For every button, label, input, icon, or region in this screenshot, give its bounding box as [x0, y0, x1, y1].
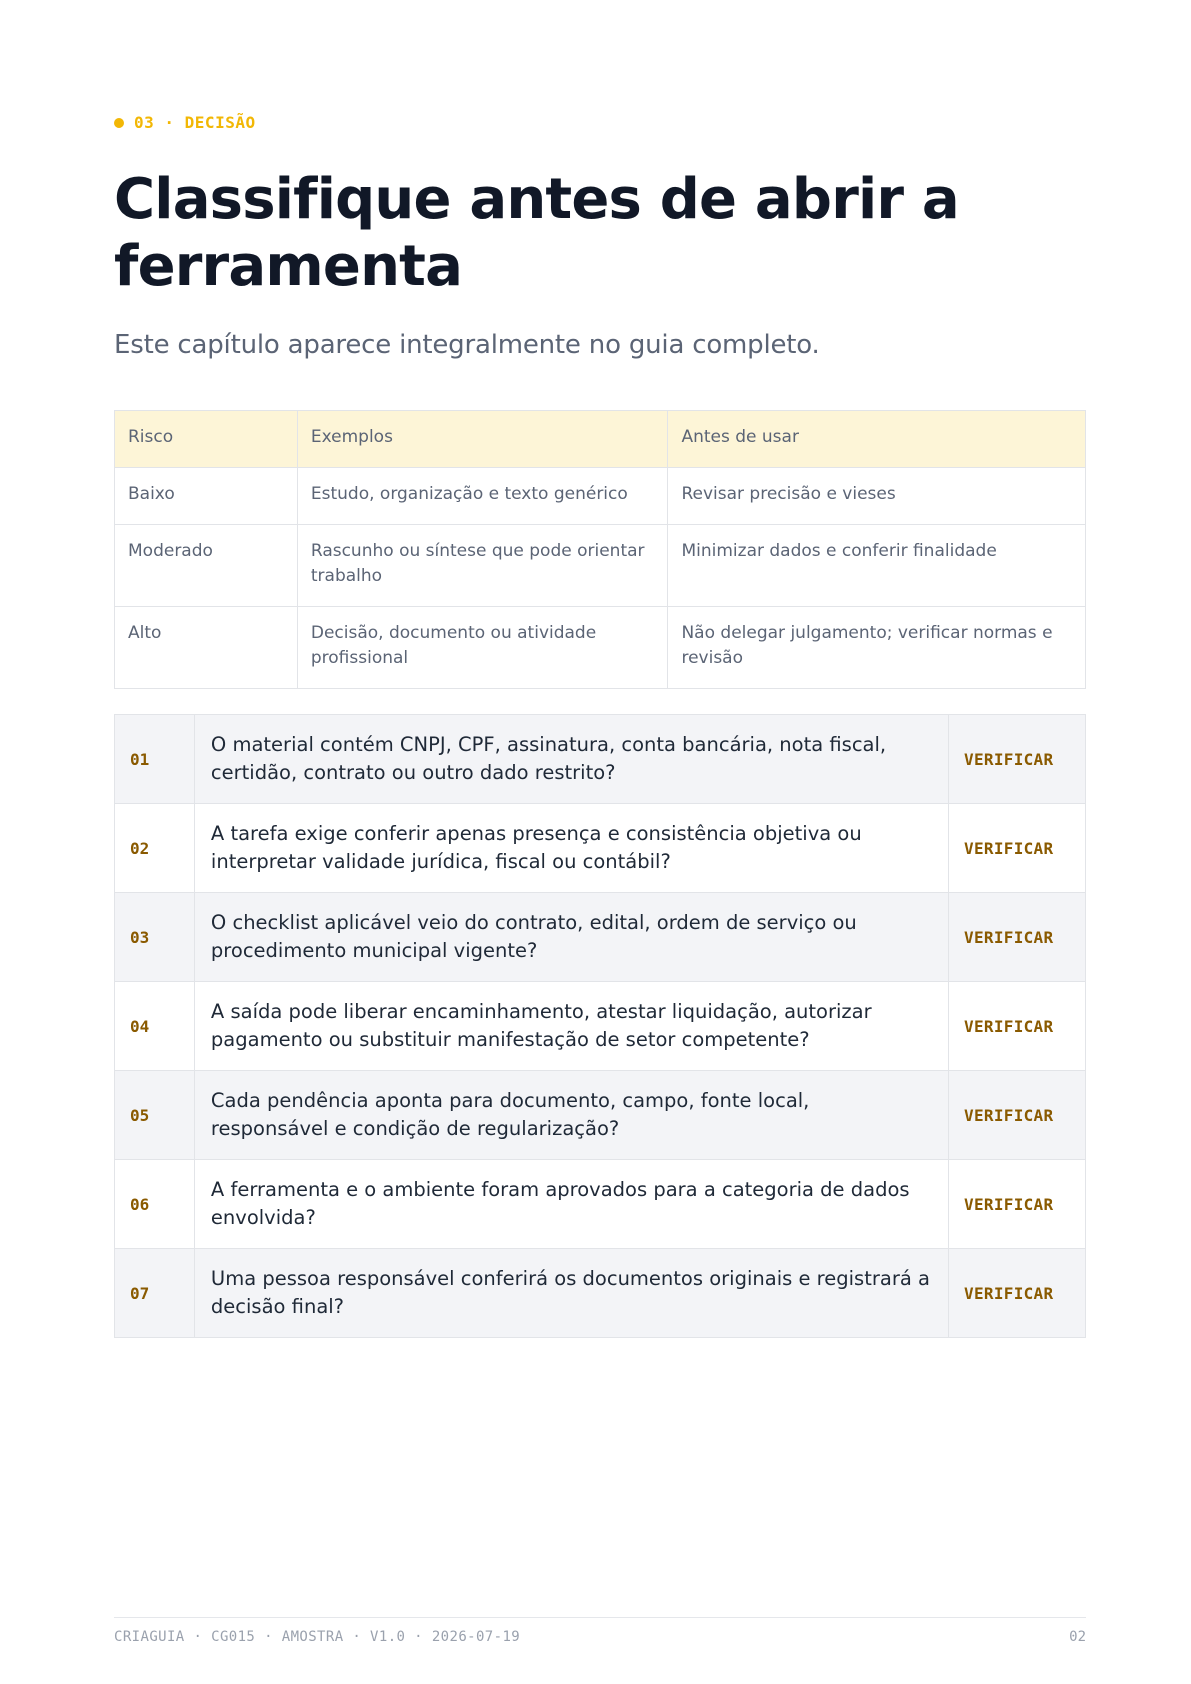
header-cell: Exemplos	[297, 411, 668, 468]
item-number: 04	[115, 982, 195, 1071]
risk-examples: Rascunho ou síntese que pode orientar trabalho	[297, 525, 668, 607]
item-question: A tarefa exige conferir apenas presença e consistência objetiva ou interpretar validade jurídica, fiscal ou contábil?	[194, 804, 948, 893]
risk-before-use: Minimizar dados e conferir finalidade	[668, 525, 1086, 607]
section-label: 03 · DECISÃO	[134, 113, 256, 132]
item-question: O checklist aplicável veio do contrato, edital, ordem de serviço ou procedimento municipal vigente?	[194, 893, 948, 982]
risk-before-use: Não delegar julgamento; verificar normas e revisão	[668, 607, 1086, 689]
item-question: Cada pendência aponta para documento, campo, fonte local, responsável e condição de regularização?	[194, 1071, 948, 1160]
checklist-table	[114, 714, 1086, 1338]
status-badge: VERIFICAR	[949, 982, 1086, 1071]
item-number: 07	[115, 1249, 195, 1338]
item-number: 05	[115, 1071, 195, 1160]
header-cell: Antes de usar	[668, 411, 1086, 468]
risk-table	[114, 410, 1086, 689]
risk-examples: Estudo, organização e texto genérico	[297, 468, 668, 525]
bullet-dot-icon	[114, 118, 124, 128]
footer-divider	[114, 1617, 1086, 1618]
footer-meta: CRIAGUIA · CG015 · AMOSTRA · V1.0 · 2026-07-19	[114, 1629, 521, 1645]
section-eyebrow	[114, 113, 256, 132]
status-badge: VERIFICAR	[949, 715, 1086, 804]
item-question: A ferramenta e o ambiente foram aprovados para a categoria de dados envolvida?	[194, 1160, 948, 1249]
item-number: 02	[115, 804, 195, 893]
checklist-item	[115, 1249, 1086, 1338]
risk-level: Moderado	[115, 525, 298, 607]
risk-level: Baixo	[115, 468, 298, 525]
item-question: O material contém CNPJ, CPF, assinatura, conta bancária, nota fiscal, certidão, contrato ou outro dado restrito?	[194, 715, 948, 804]
risk-table-header	[115, 411, 1086, 468]
checklist-item	[115, 893, 1086, 982]
checklist-item	[115, 715, 1086, 804]
status-badge: VERIFICAR	[949, 804, 1086, 893]
item-question: Uma pessoa responsável conferirá os documentos originais e registrará a decisão final?	[194, 1249, 948, 1338]
checklist-item	[115, 1160, 1086, 1249]
risk-examples: Decisão, documento ou atividade profissional	[297, 607, 668, 689]
item-number: 03	[115, 893, 195, 982]
header-cell: Risco	[115, 411, 298, 468]
item-number: 01	[115, 715, 195, 804]
page-title: Classifique antes de abrir a ferramenta	[114, 167, 959, 299]
checklist-item	[115, 982, 1086, 1071]
table-row	[115, 468, 1086, 525]
status-badge: VERIFICAR	[949, 1160, 1086, 1249]
page-number: 02	[1069, 1629, 1086, 1645]
item-question: A saída pode liberar encaminhamento, atestar liquidação, autorizar pagamento ou substituir manifestação de setor competente?	[194, 982, 948, 1071]
status-badge: VERIFICAR	[949, 1249, 1086, 1338]
risk-level: Alto	[115, 607, 298, 689]
checklist-item	[115, 804, 1086, 893]
page-subtitle: Este capítulo aparece integralmente no guia completo.	[114, 330, 820, 360]
item-number: 06	[115, 1160, 195, 1249]
document-page	[114, 0, 1086, 1684]
status-badge: VERIFICAR	[949, 893, 1086, 982]
status-badge: VERIFICAR	[949, 1071, 1086, 1160]
table-row	[115, 607, 1086, 689]
table-row	[115, 525, 1086, 607]
risk-before-use: Revisar precisão e vieses	[668, 468, 1086, 525]
checklist-item	[115, 1071, 1086, 1160]
